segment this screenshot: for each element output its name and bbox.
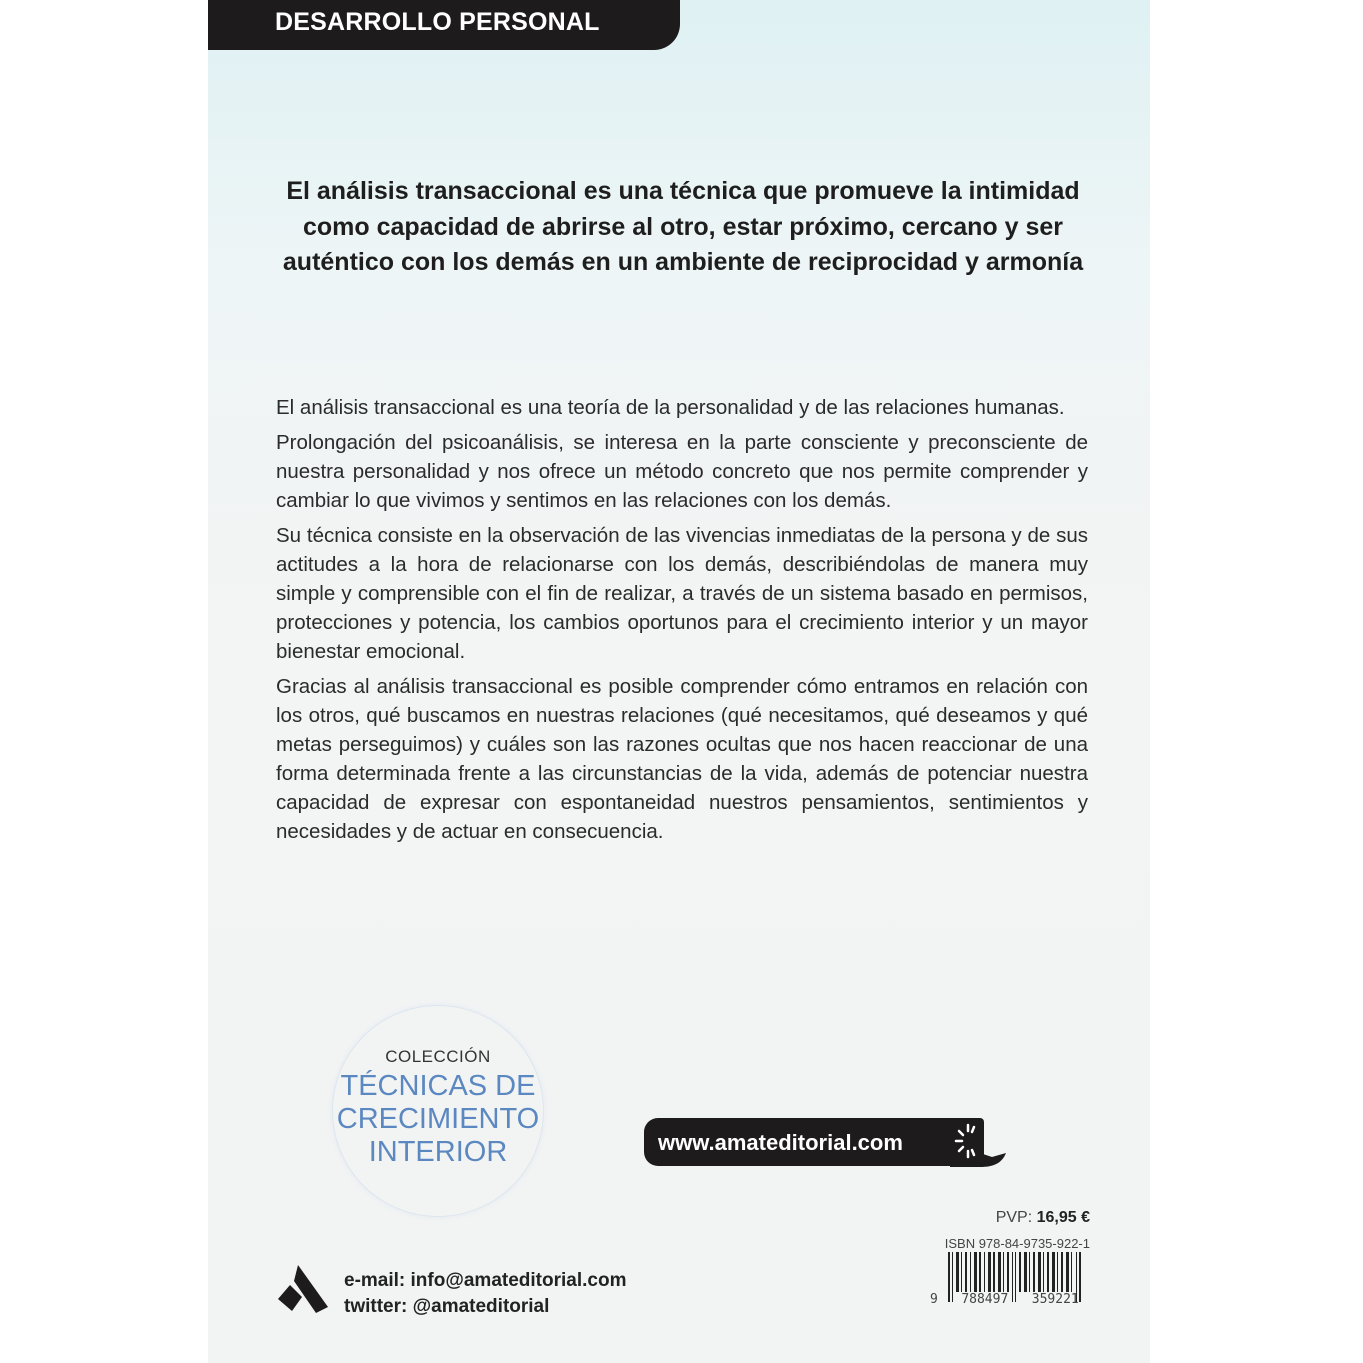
paragraph: Prolongación del psicoanálisis, se interesa en la parte consciente y preconsciente de nuestra personalidad y nos ofrece un método concreto que nos permite comprender y cambiar lo que vivimos y sentimos en las relaciones con los demás.: [276, 431, 1088, 512]
barcode-digits: [930, 1292, 1079, 1307]
click-pointer-icon: [950, 1117, 1010, 1169]
publisher-logo-icon: [276, 1263, 330, 1313]
paragraph: Su técnica consiste en la observación de las vivencias inmediatas de la persona y de sus actitudes a la hora de relacionarse con los demás, describiéndolas de manera muy simple y comprensible con el fin de realizar, a través de un sistema basado en permisos, protecciones y potencia, los cambios oportunos para el crecimiento interior y un mayor bienestar emocional.: [276, 524, 1088, 663]
collection-label: COLECCIÓN: [385, 1047, 491, 1066]
paragraph: El análisis transaccional es una teoría de la personalidad y de las relaciones humanas.: [276, 396, 1065, 419]
collection-badge: [332, 1005, 544, 1217]
collection-title-line: TÉCNICAS DE: [340, 1070, 536, 1102]
headline: El análisis transaccional es una técnica que promueve la intimidad como capacidad de abrirse al otro, estar próximo, cercano y ser auténtico con los demás en un ambiente de reciprocidad y armonía: [282, 177, 1084, 276]
website-link[interactable]: www.amateditorial.com: [658, 1130, 903, 1155]
price-value: 16,95 €: [1036, 1209, 1090, 1226]
contact-info: [344, 1268, 626, 1320]
description: [276, 393, 1088, 852]
collection-title: [323, 1070, 553, 1169]
isbn: ISBN 978-84-9735-922-1: [944, 1236, 1090, 1251]
email[interactable]: e-mail: info@amateditorial.com: [344, 1270, 627, 1291]
category-tab: [208, 0, 680, 50]
price: [908, 1209, 1090, 1227]
barcode-digits-left: 788497: [961, 1292, 1009, 1307]
book-back-cover: [208, 0, 1150, 1363]
price-label: PVP:: [995, 1209, 1033, 1226]
collection-title-line: INTERIOR: [368, 1136, 508, 1168]
collection-title-line: CRECIMIENTO: [336, 1103, 540, 1135]
category-label: DESARROLLO PERSONAL: [275, 8, 600, 36]
website-banner[interactable]: [644, 1118, 984, 1166]
paragraph: Gracias al análisis transaccional es posible comprender cómo entramos en relación con los otros, qué buscamos en nuestras relaciones (qué necesitamos, qué deseamos y qué metas perseguimos) y cuáles son las razones ocultas que nos hacen reaccionar de una forma determinada frente a las circunstancias de la vida, además de potenciar nuestra capacidad de expresar con espontaneidad nuestros pensamientos, sentimientos y necesidades y de actuar en consecuencia.: [276, 675, 1088, 843]
twitter-handle[interactable]: twitter: @amateditorial: [344, 1296, 550, 1317]
barcode-digits-right: 359221: [1031, 1292, 1079, 1307]
barcode-digit-first: 9: [930, 1292, 938, 1307]
